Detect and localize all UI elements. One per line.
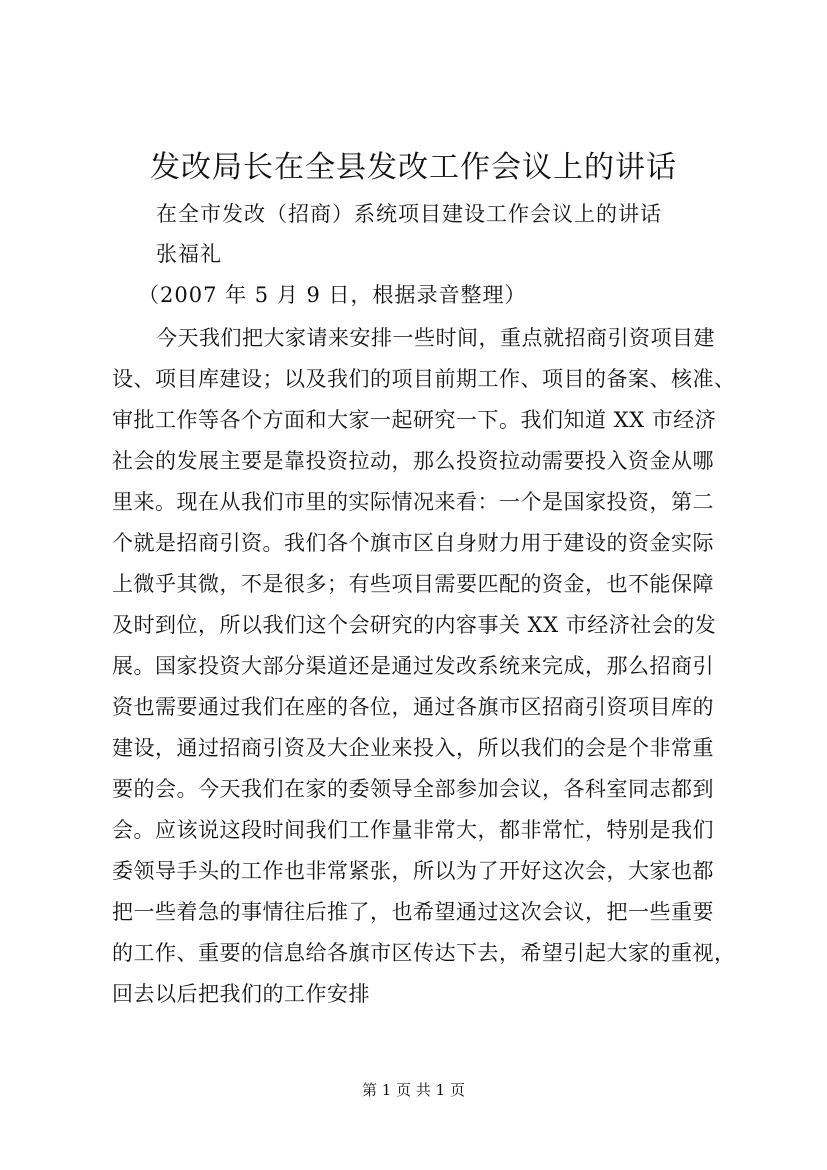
document-title: 发改局长在全县发改工作会议上的讲话: [150, 150, 677, 185]
body-line: 社会的发展主要是靠投资拉动，那么投资拉动需要投入资金从哪: [112, 449, 714, 473]
body-line: 今天我们把大家请来安排一些时间，重点就招商引资项目建: [156, 326, 715, 350]
body-line: 上微乎其微，不是很多；有些项目需要匹配的资金，也不能保障: [112, 572, 714, 596]
body-line: 个就是招商引资。我们各个旗市区自身财力用于建设的资金实际: [112, 531, 714, 555]
body-line: 会。应该说这段时间我们工作量非常大，都非常忙，特别是我们: [112, 818, 714, 842]
body-line: 委领导手头的工作也非常紧张，所以为了开好这次会，大家也都: [112, 859, 714, 883]
document-subtitle: 在全市发改（招商）系统项目建设工作会议上的讲话: [156, 202, 662, 226]
body-line: 建设，通过招商引资及大企业来投入，所以我们的会是个非常重: [112, 736, 714, 760]
body-line: 设、项目库建设；以及我们的项目前期工作、项目的备案、核准、: [112, 367, 736, 391]
body-line: 的工作、重要的信息给各旗市区传达下去，希望引起大家的重视，: [112, 941, 736, 965]
body-line: 里来。现在从我们市里的实际情况来看：一个是国家投资，第二: [112, 490, 714, 514]
body-line: 回去以后把我们的工作安排: [112, 982, 370, 1006]
date-note: （2007 年 5 月 9 日，根据录音整理）: [138, 283, 527, 307]
body-line: 展。国家投资大部分渠道还是通过发改系统来完成，那么招商引: [112, 654, 714, 678]
body-line: 要的会。今天我们在家的委领导全部参加会议，各科室同志都到: [112, 777, 714, 801]
body-line: 把一些着急的事情往后推了，也希望通过这次会议，把一些重要: [112, 900, 714, 924]
body-line: 审批工作等各个方面和大家一起研究一下。我们知道 XX 市经济: [112, 408, 717, 432]
author-name: 张福礼: [156, 242, 222, 266]
body-line: 及时到位，所以我们这个会研究的内容事关 XX 市经济社会的发: [112, 613, 717, 637]
page-footer: 第 1 页 共 1 页: [362, 1081, 465, 1099]
body-text: [112, 320, 736, 1017]
body-line: 资也需要通过我们在座的各位，通过各旗市区招商引资项目库的: [112, 695, 714, 719]
